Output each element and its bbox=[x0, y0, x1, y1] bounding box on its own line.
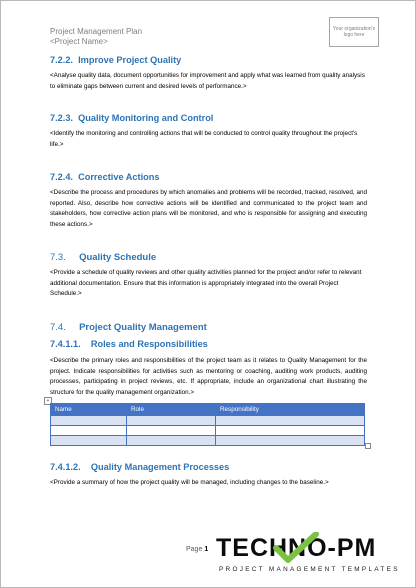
section-title: Project Quality Management bbox=[79, 322, 207, 333]
section-number: 7.2.2. bbox=[50, 55, 73, 65]
section-body-corrective-actions: <Describe the process and procedures by which anomalies and problems will be recorded, tracked, resolved, and reported. Also, describe how corrective actions will be identified and communicated to the project team and stakeholders, how corrective action plans will be monitored, and who is responsible for assigning and executing these actions.> bbox=[50, 189, 367, 228]
section-number: 7.4.1.1. bbox=[50, 339, 81, 349]
section-heading-corrective-actions bbox=[50, 172, 159, 182]
page-number-value: 1 bbox=[204, 546, 209, 553]
table-row bbox=[51, 426, 365, 436]
table-header-role: Role bbox=[127, 404, 216, 416]
table-cell[interactable] bbox=[127, 426, 216, 436]
section-heading-roles-responsibilities bbox=[50, 339, 208, 349]
section-heading-improve-quality bbox=[50, 55, 181, 65]
header-project-name: <Project Name> bbox=[50, 37, 108, 46]
table-cell[interactable] bbox=[51, 426, 127, 436]
section-number: 7.2.4. bbox=[50, 172, 73, 182]
section-number: 7.4. bbox=[50, 322, 66, 333]
section-body-monitoring-control: <Identify the monitoring and controlling actions that will be conducted to control quality throughout the project's life.> bbox=[50, 130, 358, 148]
section-heading-project-quality-management bbox=[50, 322, 207, 333]
section-number: 7.3. bbox=[50, 252, 66, 263]
section-title: Quality Monitoring and Control bbox=[78, 113, 214, 123]
logo-placeholder: Your organization's logo here bbox=[329, 17, 379, 47]
section-title: Roles and Responsibilities bbox=[90, 339, 208, 349]
table-row bbox=[51, 436, 365, 446]
section-title: Quality Management Processes bbox=[90, 462, 230, 472]
brand-name: TECHNO-PM bbox=[216, 534, 377, 562]
section-title: Quality Schedule bbox=[79, 252, 157, 263]
brand-logo bbox=[216, 534, 406, 580]
section-body-roles-responsibilities: <Describe the primary roles and responsibilities of the project team as it relates to Quality Management for the project. Indicate responsibilities for activities such as mentoring or coaching, auditing work products, auditing processes, participating in project reviews, etc. If appropriate, include an organizational chart illustrating the structure for the quality management organization.> bbox=[50, 357, 367, 396]
section-number: 7.2.3. bbox=[50, 113, 73, 123]
roles-table bbox=[50, 403, 365, 446]
table-move-handle-icon[interactable]: + bbox=[44, 397, 52, 405]
table-cell[interactable] bbox=[216, 416, 365, 426]
section-title: Improve Project Quality bbox=[78, 55, 182, 65]
section-heading-quality-schedule bbox=[50, 252, 156, 263]
table-cell[interactable] bbox=[127, 436, 216, 446]
table-row bbox=[51, 416, 365, 426]
table-cell[interactable] bbox=[127, 416, 216, 426]
section-body-improve-quality: <Analyse quality data, document opportunities for improvement and apply what was learned from quality analysis to eliminate gaps between current and desired levels of performance.> bbox=[50, 72, 365, 90]
page-number bbox=[186, 546, 208, 553]
table-cell[interactable] bbox=[51, 436, 127, 446]
header-document-title: Project Management Plan bbox=[50, 27, 143, 36]
checkmark-icon bbox=[272, 532, 320, 564]
section-number: 7.4.1.2. bbox=[50, 462, 81, 472]
table-cell[interactable] bbox=[216, 436, 365, 446]
section-body-quality-management-processes: <Provide a summary of how the project quality will be managed, including changes to the baseline.> bbox=[50, 479, 329, 486]
table-cell[interactable] bbox=[216, 426, 365, 436]
table-header-row bbox=[51, 404, 365, 416]
section-title: Corrective Actions bbox=[78, 172, 160, 182]
table-resize-handle[interactable] bbox=[365, 443, 371, 449]
table-header-name: Name bbox=[51, 404, 127, 416]
brand-tagline: PROJECT MANAGEMENT TEMPLATES bbox=[219, 566, 400, 573]
section-body-quality-schedule: <Provide a schedule of quality reviews and other quality activities planned for the project and/or refer to relevant additional documentation. Ensure that this information is appropriately integrated into the overall Project Schedule.> bbox=[50, 269, 362, 298]
page-label: Page bbox=[186, 546, 203, 553]
table-cell[interactable] bbox=[51, 416, 127, 426]
section-heading-quality-management-processes bbox=[50, 462, 229, 472]
section-heading-monitoring-control bbox=[50, 113, 213, 123]
table-header-responsibility: Responsibility bbox=[216, 404, 365, 416]
